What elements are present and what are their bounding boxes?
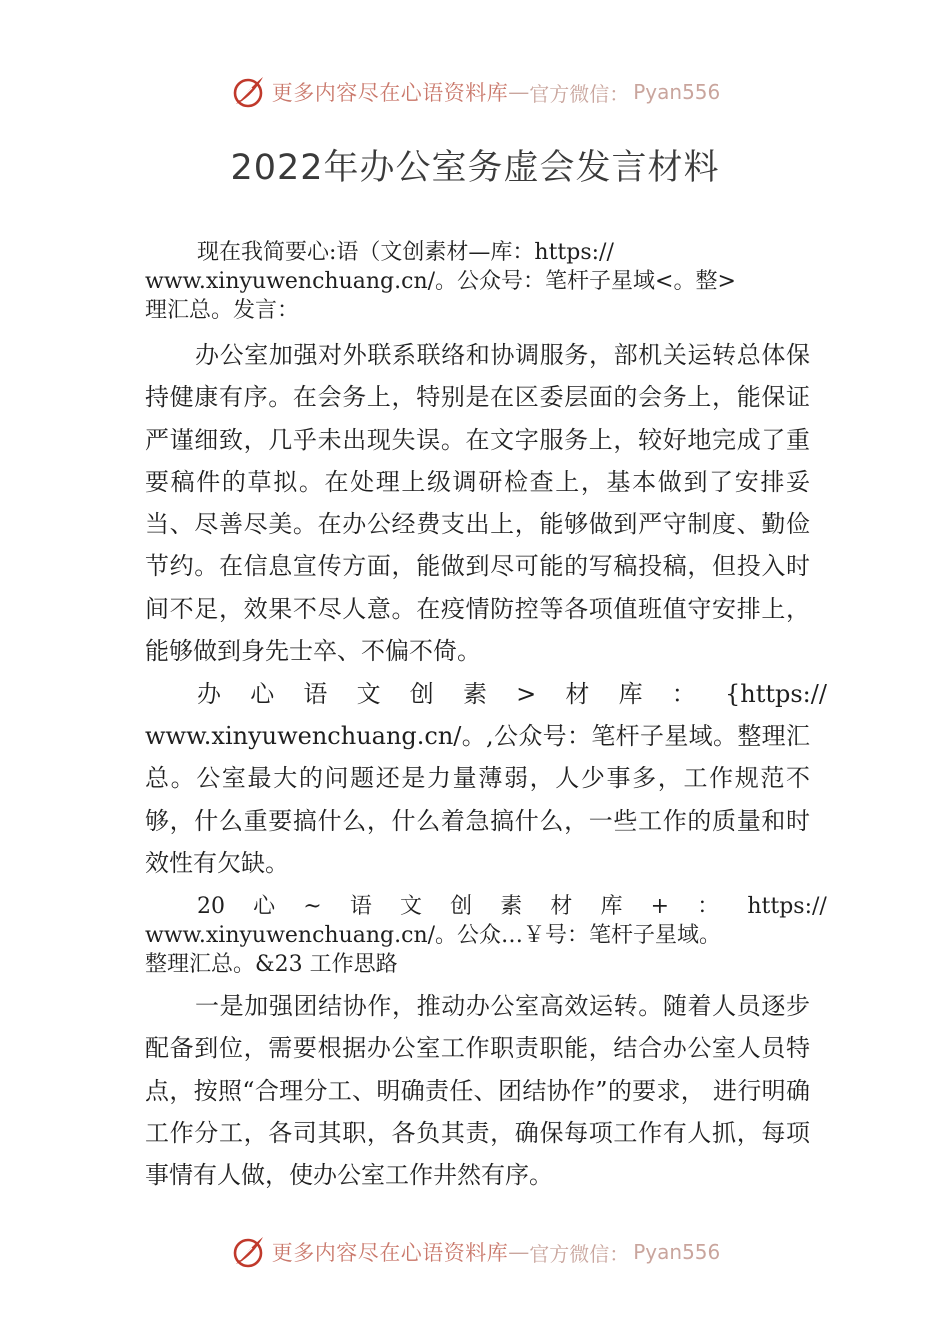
- spread-char: 材: [565, 680, 590, 708]
- body-paragraph: 一是加强团结协作，推动办公室高效运转。随着人员逐步配备到位，需要根据办公室工作职责职能，结合办公室人员特点，按照“合理分工、明确责任、团结协作”的要求， 进行明确工作分工，各司其职，各负其责，确保每项工作有人抓，每项事情有人做，使办公室工作井然有序。: [145, 992, 810, 1190]
- spread-char: 创: [450, 894, 473, 919]
- note-block-2: [145, 892, 827, 979]
- header-banner: [0, 72, 950, 112]
- banner-wechat-label: 官方微信：: [529, 1241, 630, 1266]
- spread-char: {https://: [724, 680, 827, 708]
- spread-char: 语: [349, 894, 372, 919]
- note-line: 现在我简要心:语（文创素材—库：https://: [197, 240, 614, 265]
- spread-char: ：: [671, 680, 696, 708]
- note-paragraph: [145, 892, 827, 979]
- spread-char: 文: [356, 680, 381, 708]
- spread-char: 心: [250, 680, 275, 708]
- spread-char: 创: [409, 680, 434, 708]
- spread-char: 心: [253, 894, 276, 919]
- spread-char: 素: [462, 680, 487, 708]
- spread-char: +: [650, 894, 670, 919]
- body-paragraph: www.xinyuwenchuang.cn/。,公众号：笔杆子星域。整理汇总。公室最大的问题还是力量薄弱，人少事多，工作规范不够，什么重要搞什么，什么着急搞什么，一些工作的质量和时效性有欠缺。: [145, 722, 810, 877]
- banner-separator: —: [508, 80, 530, 104]
- spread-line: [145, 892, 827, 921]
- banner-wechat-label: 官方微信：: [529, 81, 630, 106]
- body-block-2: [145, 673, 827, 884]
- note-block-1: [145, 238, 810, 325]
- spread-char: 20: [197, 894, 225, 919]
- quill-logo-icon: [230, 1234, 266, 1270]
- spread-char: https://: [747, 894, 827, 919]
- spread-char: 语: [303, 680, 328, 708]
- spread-line: [145, 673, 827, 715]
- spread-char: >: [516, 680, 537, 708]
- note-line: www.xinyuwenchuang.cn/。公众号：笔杆子星域<。整>: [145, 269, 736, 294]
- quill-logo-icon: [230, 74, 266, 110]
- note-line: www.xinyuwenchuang.cn/。公众…￥号：笔杆子星域。: [145, 923, 722, 948]
- page-title: 2022年办公室务虚会发言材料: [230, 148, 720, 188]
- spread-char: 办: [197, 680, 221, 708]
- note-line: 整理汇总。&23 工作思路: [145, 952, 398, 977]
- body-block-3: [145, 985, 810, 1196]
- spread-char: 库: [618, 680, 643, 708]
- note-paragraph: [145, 238, 810, 325]
- banner-text: 更多内容尽在心语资料库: [271, 81, 509, 105]
- body-paragraph: 办公室加强对外联系联络和协调服务，部机关运转总体保持健康有序。在会务上，特别是在区委层面的会务上，能保证严谨细致，几乎未出现失误。在文字服务上，较好地完成了重要稿件的草拟。在处理上级调研检查上，基本做到了安排妥当、尽善尽美。在办公经费支出上，能够做到严守制度、勤俭节约。在信息宣传方面，能做到尽可能的写稿投稿，但投入时间不足，效果不尽人意。在疫情防控等各项值班值守安排上，能够做到身先士卒、不偏不倚。: [145, 341, 810, 666]
- spread-char: 材: [550, 894, 573, 919]
- banner-wechat-id: Pyan556: [633, 1240, 721, 1264]
- spread-char: ：: [697, 894, 720, 919]
- note-line: 理汇总。发言：: [145, 298, 300, 323]
- spread-char: ~: [303, 894, 322, 919]
- banner-text: 更多内容尽在心语资料库: [271, 1241, 509, 1265]
- spread-char: 文: [399, 894, 422, 919]
- body-block-1: [145, 334, 810, 672]
- banner-separator: —: [508, 1240, 530, 1264]
- footer-banner: [0, 1232, 950, 1272]
- spread-char: 素: [500, 894, 523, 919]
- spread-char: 库: [600, 894, 623, 919]
- banner-wechat-id: Pyan556: [633, 80, 721, 104]
